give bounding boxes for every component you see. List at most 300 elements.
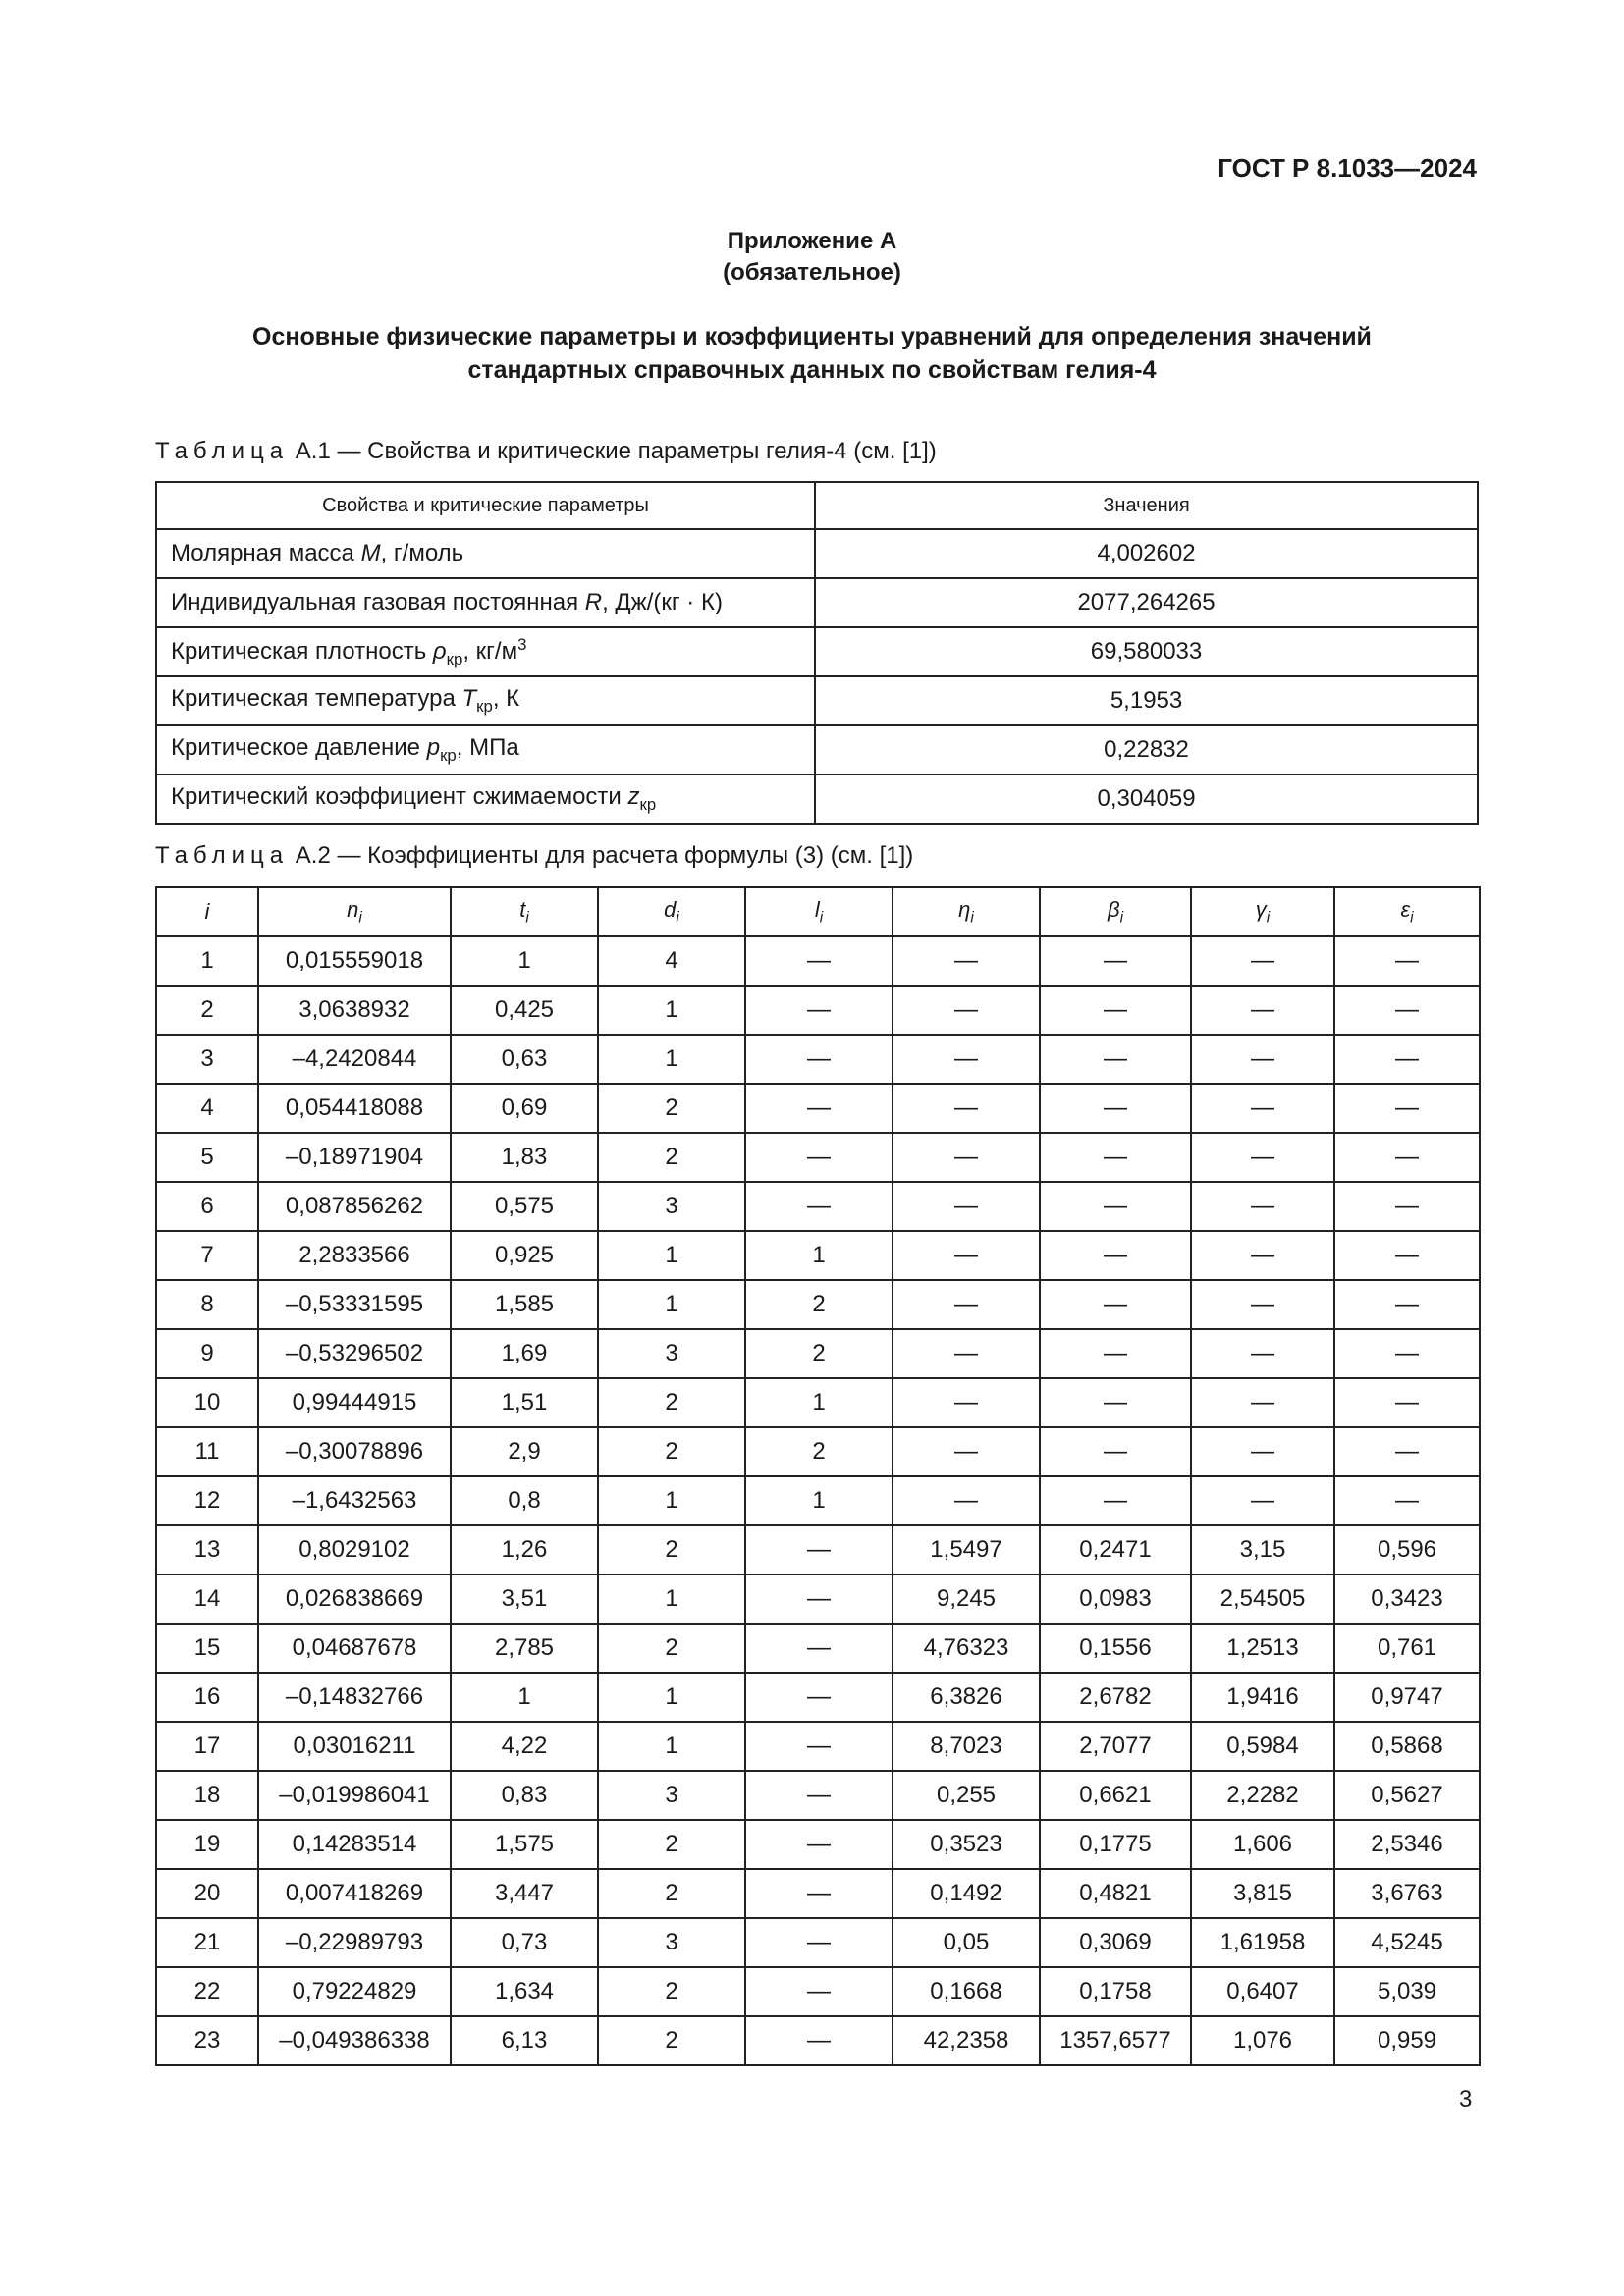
- table2-header-cell: [745, 887, 893, 936]
- table2-row: [156, 1820, 1480, 1869]
- table2-row: [156, 1673, 1480, 1722]
- table2-cell: —: [893, 1231, 1040, 1280]
- table2-cell: —: [1334, 1231, 1480, 1280]
- table2-cell: 0,73: [451, 1918, 598, 1967]
- table1-caption-text: А.1 — Свойства и критические параметры гелия-4 (см. [1]): [295, 438, 937, 464]
- table2-cell: —: [1191, 1035, 1334, 1084]
- table2-cell: 2: [598, 1820, 745, 1869]
- table2-cell: —: [1334, 1427, 1480, 1476]
- table2-row: [156, 1575, 1480, 1624]
- main-title: [167, 320, 1457, 387]
- table2-caption-text: А.2 — Коэффициенты для расчета формулы (3) (см. [1]): [295, 842, 914, 869]
- table2-cell: 4,76323: [893, 1624, 1040, 1673]
- table2-cell: –4,2420844: [258, 1035, 451, 1084]
- table2-cell: 0,3069: [1040, 1918, 1191, 1967]
- symbol-subscript: кр: [639, 794, 657, 814]
- table2-cell: —: [893, 986, 1040, 1035]
- table2-cell: —: [1334, 1182, 1480, 1231]
- table2-cell: 0,69: [451, 1084, 598, 1133]
- table2-cell: 2: [598, 1133, 745, 1182]
- table2-cell: 3,51: [451, 1575, 598, 1624]
- table2-cell: 3,0638932: [258, 986, 451, 1035]
- property-value-cell: 69,580033: [815, 627, 1478, 676]
- table2-cell: —: [1191, 1476, 1334, 1525]
- property-symbol: M: [360, 540, 381, 566]
- table2-cell: —: [745, 936, 893, 986]
- property-symbol: p: [426, 734, 441, 762]
- table2-cell: —: [1040, 1231, 1191, 1280]
- table2-cell: 1,51: [451, 1378, 598, 1427]
- property-unit: , кг/м: [462, 637, 518, 665]
- main-title-line-1: Основные физические параметры и коэффициенты уравнений для определения значений: [252, 323, 1372, 350]
- table2-cell: 0,425: [451, 986, 598, 1035]
- table2-cell: 0,04687678: [258, 1624, 451, 1673]
- table2-cell: 0,99444915: [258, 1378, 451, 1427]
- table2-cell: 0,054418088: [258, 1084, 451, 1133]
- table2-cell: 19: [156, 1820, 258, 1869]
- table2-cell: 0,9747: [1334, 1673, 1480, 1722]
- table2-cell: —: [893, 1329, 1040, 1378]
- table2-cell: 1: [598, 1035, 745, 1084]
- table2-row: [156, 1035, 1480, 1084]
- table2-cell: 1: [598, 1575, 745, 1624]
- table2-cell: 1,61958: [1191, 1918, 1334, 1967]
- table2-row: [156, 1624, 1480, 1673]
- table2-cell: 0,05: [893, 1918, 1040, 1967]
- table2-row: [156, 1280, 1480, 1329]
- table2-cell: –0,30078896: [258, 1427, 451, 1476]
- property-value-cell: 4,002602: [815, 529, 1478, 578]
- table2-cell: 1: [451, 1673, 598, 1722]
- table2-cell: —: [1334, 1280, 1480, 1329]
- table2-cell: —: [745, 1035, 893, 1084]
- table2-cell: 1,634: [451, 1967, 598, 2016]
- property-unit: , Дж/(кг · К): [602, 589, 723, 615]
- table1-row: [156, 725, 1478, 774]
- table2-cell: —: [745, 2016, 893, 2065]
- table2-cell: —: [1191, 1329, 1334, 1378]
- table2-cell: 2: [598, 1427, 745, 1476]
- table2-cell: 0,761: [1334, 1624, 1480, 1673]
- document-code: ГОСТ Р 8.1033—2024: [1218, 153, 1477, 183]
- table2-header-cell: [451, 887, 598, 936]
- table2-cell: 0,79224829: [258, 1967, 451, 2016]
- table2-cell: 13: [156, 1525, 258, 1575]
- property-label: Критическая плотность: [171, 637, 433, 665]
- table2-row: [156, 1378, 1480, 1427]
- table2-cell: 1,83: [451, 1133, 598, 1182]
- table2-cell: 2,785: [451, 1624, 598, 1673]
- table2-cell: —: [893, 1133, 1040, 1182]
- table2-row: [156, 1869, 1480, 1918]
- table2-cell: 1,585: [451, 1280, 598, 1329]
- table2-cell: 9: [156, 1329, 258, 1378]
- table2-row: [156, 1918, 1480, 1967]
- property-symbol: ρ: [432, 637, 447, 665]
- header-symbol: d: [664, 896, 677, 922]
- table2-cell: 1: [745, 1231, 893, 1280]
- table2-cell: 2: [598, 2016, 745, 2065]
- table2-cell: 2,9: [451, 1427, 598, 1476]
- table1-row: [156, 529, 1478, 578]
- table2-cell: 1,26: [451, 1525, 598, 1575]
- table2-cell: 3,15: [1191, 1525, 1334, 1575]
- table2-cell: 20: [156, 1869, 258, 1918]
- table2-cell: 2: [156, 986, 258, 1035]
- table2-cell: 22: [156, 1967, 258, 2016]
- table2-cell: —: [1040, 1427, 1191, 1476]
- table2-cell: 2: [598, 1869, 745, 1918]
- header-subscript: i: [525, 909, 529, 927]
- table2-cell: 2: [745, 1280, 893, 1329]
- table2-cell: 2,2833566: [258, 1231, 451, 1280]
- table2-cell: —: [1040, 1182, 1191, 1231]
- table2-cell: —: [1191, 1280, 1334, 1329]
- table2-row: [156, 2016, 1480, 2065]
- table1-row: [156, 676, 1478, 725]
- table2-cell: —: [1191, 986, 1334, 1035]
- table2-cell: 1,9416: [1191, 1673, 1334, 1722]
- table2-caption: [155, 842, 913, 870]
- table2-cell: —: [893, 936, 1040, 986]
- property-name-cell: [156, 529, 815, 578]
- table2-cell: —: [1191, 1133, 1334, 1182]
- table2-cell: —: [1191, 936, 1334, 986]
- table2-cell: 2: [745, 1329, 893, 1378]
- table2-cell: 4: [598, 936, 745, 986]
- table2-cell: —: [1334, 1084, 1480, 1133]
- table2-cell: 8,7023: [893, 1722, 1040, 1771]
- table2-cell: 12: [156, 1476, 258, 1525]
- table2-cell: 6: [156, 1182, 258, 1231]
- table2-cell: 9,245: [893, 1575, 1040, 1624]
- table2-cell: –0,53331595: [258, 1280, 451, 1329]
- table2-cell: 0,1556: [1040, 1624, 1191, 1673]
- table2-cell: 42,2358: [893, 2016, 1040, 2065]
- table2-header-cell: [156, 887, 258, 936]
- table2-row: [156, 1329, 1480, 1378]
- table2-cell: 0,1492: [893, 1869, 1040, 1918]
- table2-cell: —: [1040, 1329, 1191, 1378]
- table2-cell: –0,18971904: [258, 1133, 451, 1182]
- table2-cell: —: [893, 1378, 1040, 1427]
- table2-cell: —: [745, 1084, 893, 1133]
- property-name-cell: [156, 676, 815, 725]
- table2-cell: 1,2513: [1191, 1624, 1334, 1673]
- table2-cell: 0,959: [1334, 2016, 1480, 2065]
- table2-cell: 1: [598, 1476, 745, 1525]
- table2-cell: 6,3826: [893, 1673, 1040, 1722]
- property-label: Критическая температура: [171, 685, 462, 713]
- table2-cell: —: [1040, 936, 1191, 986]
- table2-cell: —: [745, 1575, 893, 1624]
- main-title-line-2: стандартных справочных данных по свойствам гелия-4: [467, 356, 1157, 384]
- property-value-cell: 0,22832: [815, 725, 1478, 774]
- table2-cell: —: [745, 986, 893, 1035]
- table1-header-property: Свойства и критические параметры: [156, 482, 815, 529]
- table1-row: [156, 627, 1478, 676]
- table2-cell: —: [745, 1918, 893, 1967]
- table2-row: [156, 986, 1480, 1035]
- table2-cell: –1,6432563: [258, 1476, 451, 1525]
- table2-cell: —: [1040, 986, 1191, 1035]
- table2-cell: 18: [156, 1771, 258, 1820]
- table2-cell: 6,13: [451, 2016, 598, 2065]
- coefficients-table: [155, 886, 1481, 2066]
- table2-cell: 0,2471: [1040, 1525, 1191, 1575]
- header-symbol: ε: [1400, 896, 1411, 922]
- property-label: Критическое давление: [171, 734, 427, 762]
- table2-cell: 5: [156, 1133, 258, 1182]
- table2-cell: 1: [598, 1722, 745, 1771]
- table2-cell: —: [893, 1182, 1040, 1231]
- table2-cell: 0,3423: [1334, 1575, 1480, 1624]
- header-symbol: η: [958, 896, 971, 922]
- header-symbol: γ: [1255, 896, 1267, 922]
- table2-cell: 2: [598, 1967, 745, 2016]
- table2-cell: —: [745, 1820, 893, 1869]
- table2-row: [156, 1722, 1480, 1771]
- table2-cell: —: [1191, 1182, 1334, 1231]
- table2-cell: 0,4821: [1040, 1869, 1191, 1918]
- property-value-cell: 0,304059: [815, 774, 1478, 824]
- table2-cell: —: [893, 1084, 1040, 1133]
- table2-cell: –0,22989793: [258, 1918, 451, 1967]
- table2-cell: —: [745, 1771, 893, 1820]
- table2-row: [156, 1084, 1480, 1133]
- table2-cell: 0,5984: [1191, 1722, 1334, 1771]
- table2-cell: 0,14283514: [258, 1820, 451, 1869]
- unit-superscript: 3: [517, 634, 527, 654]
- table2-cell: 1,606: [1191, 1820, 1334, 1869]
- table2-cell: 3,815: [1191, 1869, 1334, 1918]
- table2-cell: —: [1191, 1231, 1334, 1280]
- table2-cell: 0,575: [451, 1182, 598, 1231]
- table2-cell: 8: [156, 1280, 258, 1329]
- table2-cell: 2: [598, 1378, 745, 1427]
- table2-cell: 17: [156, 1722, 258, 1771]
- table2-cell: —: [745, 1967, 893, 2016]
- table2-cell: —: [745, 1722, 893, 1771]
- table2-cell: —: [893, 1476, 1040, 1525]
- appendix-heading: [0, 226, 1624, 289]
- table2-cell: 0,026838669: [258, 1575, 451, 1624]
- table2-cell: 1: [156, 936, 258, 986]
- table2-cell: 0,83: [451, 1771, 598, 1820]
- table2-cell: 21: [156, 1918, 258, 1967]
- properties-table: [155, 481, 1479, 825]
- table2-header-cell: [258, 887, 451, 936]
- table2-cell: 2,2282: [1191, 1771, 1334, 1820]
- table2-cell: 0,5627: [1334, 1771, 1480, 1820]
- table2-cell: 3,6763: [1334, 1869, 1480, 1918]
- table2-cell: 23: [156, 2016, 258, 2065]
- symbol-subscript: кр: [440, 745, 457, 765]
- symbol-subscript: кр: [446, 649, 463, 668]
- table2-cell: 0,3523: [893, 1820, 1040, 1869]
- table2-cell: —: [1040, 1476, 1191, 1525]
- table2-cell: 0,255: [893, 1771, 1040, 1820]
- table2-cell: 1,076: [1191, 2016, 1334, 2065]
- table2-cell: —: [1040, 1133, 1191, 1182]
- property-name-cell: [156, 725, 815, 774]
- table2-cell: 2,5346: [1334, 1820, 1480, 1869]
- table2-cell: 15: [156, 1624, 258, 1673]
- table2-cell: —: [1334, 986, 1480, 1035]
- table2-cell: —: [1191, 1084, 1334, 1133]
- table2-cell: 4,22: [451, 1722, 598, 1771]
- table2-cell: 1: [745, 1476, 893, 1525]
- table2-row: [156, 1771, 1480, 1820]
- property-unit: , К: [492, 685, 520, 713]
- table2-cell: 1: [598, 1673, 745, 1722]
- table2-cell: 3: [598, 1771, 745, 1820]
- header-subscript: i: [358, 909, 362, 927]
- header-symbol: β: [1108, 896, 1120, 922]
- table2-cell: 0,1668: [893, 1967, 1040, 2016]
- table2-cell: —: [1040, 1280, 1191, 1329]
- table2-cell: 0,596: [1334, 1525, 1480, 1575]
- property-label: Индивидуальная газовая постоянная: [171, 589, 585, 615]
- table2-header-cell: [1191, 887, 1334, 936]
- appendix-status: (обязательное): [723, 259, 901, 286]
- table2-cell: —: [1334, 936, 1480, 986]
- table2-cell: 3: [156, 1035, 258, 1084]
- table2-cell: 1,69: [451, 1329, 598, 1378]
- table2-cell: 1,575: [451, 1820, 598, 1869]
- page-number: 3: [1459, 2086, 1473, 2112]
- table2-cell: –0,14832766: [258, 1673, 451, 1722]
- table2-cell: 2: [745, 1427, 893, 1476]
- table2-cell: 0,925: [451, 1231, 598, 1280]
- table2-header-row: [156, 887, 1480, 936]
- table2-cell: 0,1758: [1040, 1967, 1191, 2016]
- table2-cell: 1: [598, 1231, 745, 1280]
- table2-cell: —: [745, 1133, 893, 1182]
- table2-cell: —: [1040, 1084, 1191, 1133]
- table2-cell: –0,53296502: [258, 1329, 451, 1378]
- table2-cell: 1: [598, 1280, 745, 1329]
- table2-cell: 0,03016211: [258, 1722, 451, 1771]
- table2-cell: 10: [156, 1378, 258, 1427]
- header-symbol: n: [347, 896, 359, 922]
- header-subscript: i: [1266, 909, 1271, 927]
- table2-cell: 0,5868: [1334, 1722, 1480, 1771]
- table2-row: [156, 1967, 1480, 2016]
- property-value-cell: 5,1953: [815, 676, 1478, 725]
- table2-cell: —: [1334, 1378, 1480, 1427]
- table2-cell: —: [893, 1035, 1040, 1084]
- table2-cell: 0,63: [451, 1035, 598, 1084]
- table1-header-row: [156, 482, 1478, 529]
- table2-cell: 2,54505: [1191, 1575, 1334, 1624]
- table2-cell: —: [1191, 1378, 1334, 1427]
- table2-cell: —: [745, 1624, 893, 1673]
- header-subscript: i: [970, 909, 974, 927]
- table2-cell: 2,6782: [1040, 1673, 1191, 1722]
- table2-cell: 7: [156, 1231, 258, 1280]
- header-subscript: i: [1410, 909, 1414, 927]
- table2-cell: 2,7077: [1040, 1722, 1191, 1771]
- table2-cell: –0,049386338: [258, 2016, 451, 2065]
- table2-row: [156, 936, 1480, 986]
- table2-cell: 0,007418269: [258, 1869, 451, 1918]
- table2-cell: —: [745, 1525, 893, 1575]
- header-symbol: l: [814, 896, 820, 922]
- table2-cell: —: [745, 1869, 893, 1918]
- table2-header-cell: [598, 887, 745, 936]
- appendix-title: Приложение А: [727, 228, 897, 254]
- table2-cell: 3: [598, 1918, 745, 1967]
- table2-cell: 3,447: [451, 1869, 598, 1918]
- table2-header-cell: [1040, 887, 1191, 936]
- table2-row: [156, 1427, 1480, 1476]
- property-label: Критический коэффициент сжимаемости: [171, 783, 628, 811]
- table2-row: [156, 1231, 1480, 1280]
- table2-cell: 4,5245: [1334, 1918, 1480, 1967]
- table2-cell: 0,0983: [1040, 1575, 1191, 1624]
- symbol-subscript: кр: [476, 696, 493, 716]
- table2-cell: 0,015559018: [258, 936, 451, 986]
- table2-cell: —: [745, 1182, 893, 1231]
- table2-cell: —: [745, 1673, 893, 1722]
- property-name-cell: [156, 578, 815, 627]
- table2-cell: 1: [598, 986, 745, 1035]
- table2-cell: 1357,6577: [1040, 2016, 1191, 2065]
- table2-cell: —: [893, 1427, 1040, 1476]
- table2-header-cell: [893, 887, 1040, 936]
- table2-cell: —: [1040, 1378, 1191, 1427]
- table2-cell: 4: [156, 1084, 258, 1133]
- table2-cell: 3: [598, 1329, 745, 1378]
- header-subscript: i: [1119, 909, 1123, 927]
- table2-cell: 0,1775: [1040, 1820, 1191, 1869]
- table1-row: [156, 774, 1478, 824]
- header-symbol: t: [519, 896, 526, 922]
- table2-cell: —: [1334, 1133, 1480, 1182]
- property-unit: , г/моль: [380, 540, 464, 566]
- property-symbol: R: [584, 589, 603, 615]
- table2-cell: 1: [451, 936, 598, 986]
- table2-cell: 16: [156, 1673, 258, 1722]
- table1-caption-label: Таблица: [155, 438, 290, 464]
- property-name-cell: [156, 774, 815, 824]
- table2-cell: 2: [598, 1624, 745, 1673]
- table2-cell: —: [1334, 1035, 1480, 1084]
- table2-cell: —: [1334, 1476, 1480, 1525]
- table2-cell: —: [893, 1280, 1040, 1329]
- table2-cell: 0,8029102: [258, 1525, 451, 1575]
- table1-caption: [155, 438, 937, 465]
- table2-cell: —: [1334, 1329, 1480, 1378]
- table2-cell: 2: [598, 1525, 745, 1575]
- header-symbol: i: [204, 899, 210, 924]
- table2-cell: 0,6621: [1040, 1771, 1191, 1820]
- table2-cell: —: [1040, 1035, 1191, 1084]
- table2-cell: 0,087856262: [258, 1182, 451, 1231]
- property-value-cell: 2077,264265: [815, 578, 1478, 627]
- table2-cell: –0,019986041: [258, 1771, 451, 1820]
- table1-header-value: Значения: [815, 482, 1478, 529]
- table2-cell: 0,6407: [1191, 1967, 1334, 2016]
- table2-row: [156, 1182, 1480, 1231]
- table2-row: [156, 1133, 1480, 1182]
- table2-row: [156, 1476, 1480, 1525]
- table2-cell: —: [1191, 1427, 1334, 1476]
- table2-cell: 1,5497: [893, 1525, 1040, 1575]
- header-subscript: i: [819, 909, 824, 927]
- table2-cell: 3: [598, 1182, 745, 1231]
